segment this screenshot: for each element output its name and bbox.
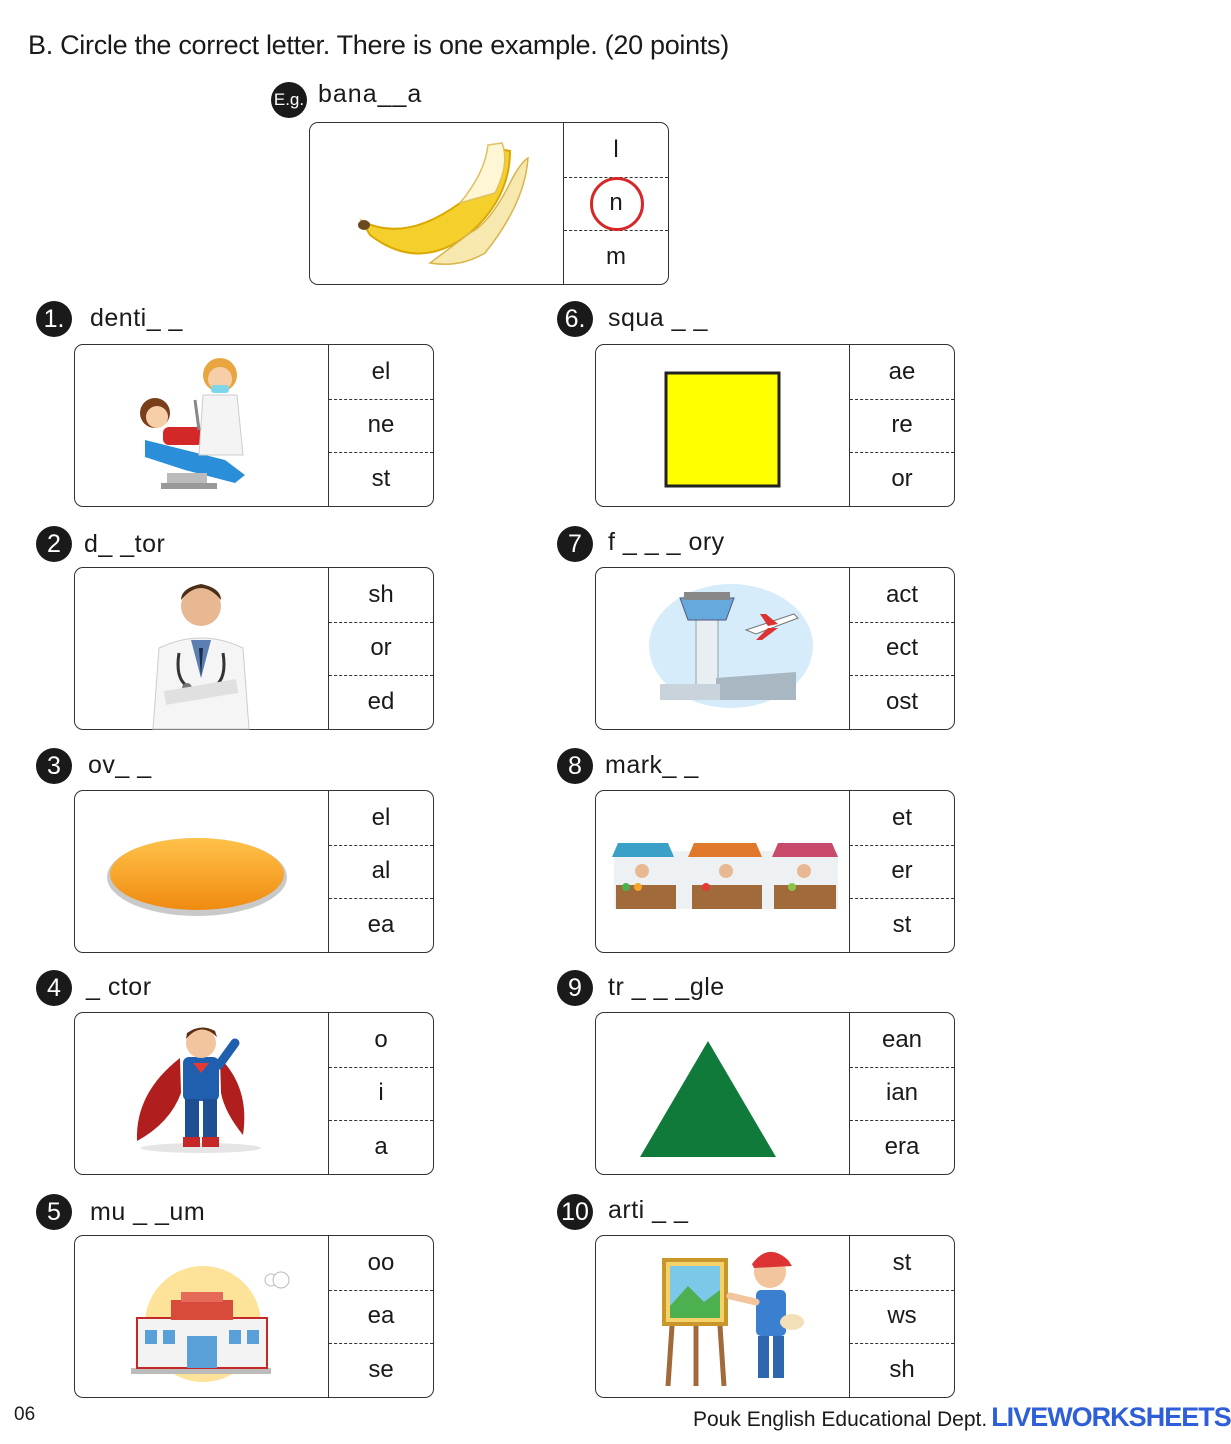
item-picture-9 (596, 1013, 850, 1174)
dentist-icon (75, 345, 328, 506)
example-option-3[interactable]: m (606, 243, 626, 271)
item-5-option-2[interactable]: ea (329, 1290, 433, 1345)
item-picture-8 (596, 791, 850, 952)
item-7-option-3[interactable]: ost (885, 688, 918, 716)
banana-icon (310, 123, 563, 284)
actor-icon (75, 1013, 328, 1174)
item-9-option-2[interactable]: ian (850, 1067, 954, 1122)
example-word: bana__a (318, 80, 423, 108)
example-option-2[interactable]: n (564, 177, 668, 232)
item-1-option-2[interactable]: ne (329, 399, 433, 454)
answer-circle (590, 177, 644, 231)
item-word-10: arti _ _ (608, 1196, 689, 1224)
item-3-option-2[interactable]: al (329, 845, 433, 900)
item-4-option-2[interactable]: i (329, 1067, 433, 1122)
footer-credit (693, 1402, 1231, 1433)
item-number-2: 2 (36, 526, 72, 562)
item-word-5: mu _ _um (90, 1198, 206, 1226)
item-card-1 (74, 344, 434, 507)
example-card (309, 122, 669, 285)
item-3-option-1[interactable]: el (329, 791, 433, 846)
market-icon (596, 791, 849, 952)
item-number-7: 7 (557, 526, 593, 562)
square-icon (596, 345, 849, 506)
item-card-8 (595, 790, 955, 953)
artist-icon (596, 1236, 849, 1397)
item-8-option-3[interactable]: st (892, 911, 912, 939)
item-picture-4 (75, 1013, 329, 1174)
item-3-option-3[interactable]: ea (367, 911, 395, 939)
doctor-icon (75, 568, 328, 729)
item-1-option-3[interactable]: st (371, 465, 391, 493)
triangle-icon (596, 1013, 849, 1174)
item-word-4: _ ctor (86, 973, 152, 1001)
item-picture-1 (75, 345, 329, 506)
example-option-1[interactable]: l (564, 123, 668, 178)
item-8-option-2[interactable]: er (850, 845, 954, 900)
item-picture-10 (596, 1236, 850, 1397)
item-9-option-3[interactable]: era (884, 1133, 920, 1161)
item-word-7: f _ _ _ ory (608, 528, 725, 556)
item-4-option-3[interactable]: a (374, 1133, 388, 1161)
item-number-6: 6. (557, 301, 593, 337)
liveworksheets-logo[interactable]: LIVEWORKSHEETS (991, 1402, 1231, 1432)
item-6-option-1[interactable]: ae (850, 345, 954, 400)
item-word-3: ov_ _ (88, 751, 152, 779)
item-2-option-1[interactable]: sh (329, 568, 433, 623)
page-number: 06 (14, 1404, 36, 1425)
item-10-option-2[interactable]: ws (850, 1290, 954, 1345)
item-4-option-1[interactable]: o (329, 1013, 433, 1068)
item-10-option-1[interactable]: st (850, 1236, 954, 1291)
item-1-option-1[interactable]: el (329, 345, 433, 400)
item-number-10: 10 (557, 1194, 593, 1230)
item-card-2 (74, 567, 434, 730)
item-picture-5 (75, 1236, 329, 1397)
item-2-option-2[interactable]: or (329, 622, 433, 677)
instruction-title: B. Circle the correct letter. There is one example. (20 points) (28, 30, 729, 60)
item-word-8: mark_ _ (605, 751, 699, 779)
item-card-5 (74, 1235, 434, 1398)
item-card-6 (595, 344, 955, 507)
item-number-9: 9 (557, 970, 593, 1006)
item-number-8: 8 (557, 748, 593, 784)
item-word-2: d_ _tor (84, 530, 166, 558)
item-6-option-2[interactable]: re (850, 399, 954, 454)
item-number-1: 1. (36, 301, 72, 337)
example-badge: E.g. (271, 82, 307, 118)
item-card-3 (74, 790, 434, 953)
item-6-option-3[interactable]: or (891, 465, 913, 493)
item-word-6: squa _ _ (608, 304, 708, 332)
item-7-option-2[interactable]: ect (850, 622, 954, 677)
item-10-option-3[interactable]: sh (889, 1356, 915, 1384)
item-8-option-1[interactable]: et (850, 791, 954, 846)
item-card-7 (595, 567, 955, 730)
item-5-option-1[interactable]: oo (329, 1236, 433, 1291)
item-word-1: denti_ _ (90, 304, 183, 332)
item-2-option-3[interactable]: ed (367, 688, 395, 716)
credit-text: Pouk English Educational Dept. (693, 1408, 988, 1431)
item-number-5: 5 (36, 1194, 72, 1230)
item-5-option-3[interactable]: se (368, 1356, 394, 1384)
item-7-option-1[interactable]: act (850, 568, 954, 623)
item-number-4: 4 (36, 970, 72, 1006)
item-9-option-1[interactable]: ean (850, 1013, 954, 1068)
item-number-3: 3 (36, 748, 72, 784)
museum-icon (75, 1236, 328, 1397)
banana-picture (310, 123, 564, 284)
airport-icon (596, 568, 849, 729)
item-card-10 (595, 1235, 955, 1398)
item-card-4 (74, 1012, 434, 1175)
item-picture-7 (596, 568, 850, 729)
item-picture-3 (75, 791, 329, 952)
item-picture-2 (75, 568, 329, 729)
item-card-9 (595, 1012, 955, 1175)
oval-icon (75, 791, 328, 952)
item-word-9: tr _ _ _gle (608, 973, 725, 1001)
item-picture-6 (596, 345, 850, 506)
